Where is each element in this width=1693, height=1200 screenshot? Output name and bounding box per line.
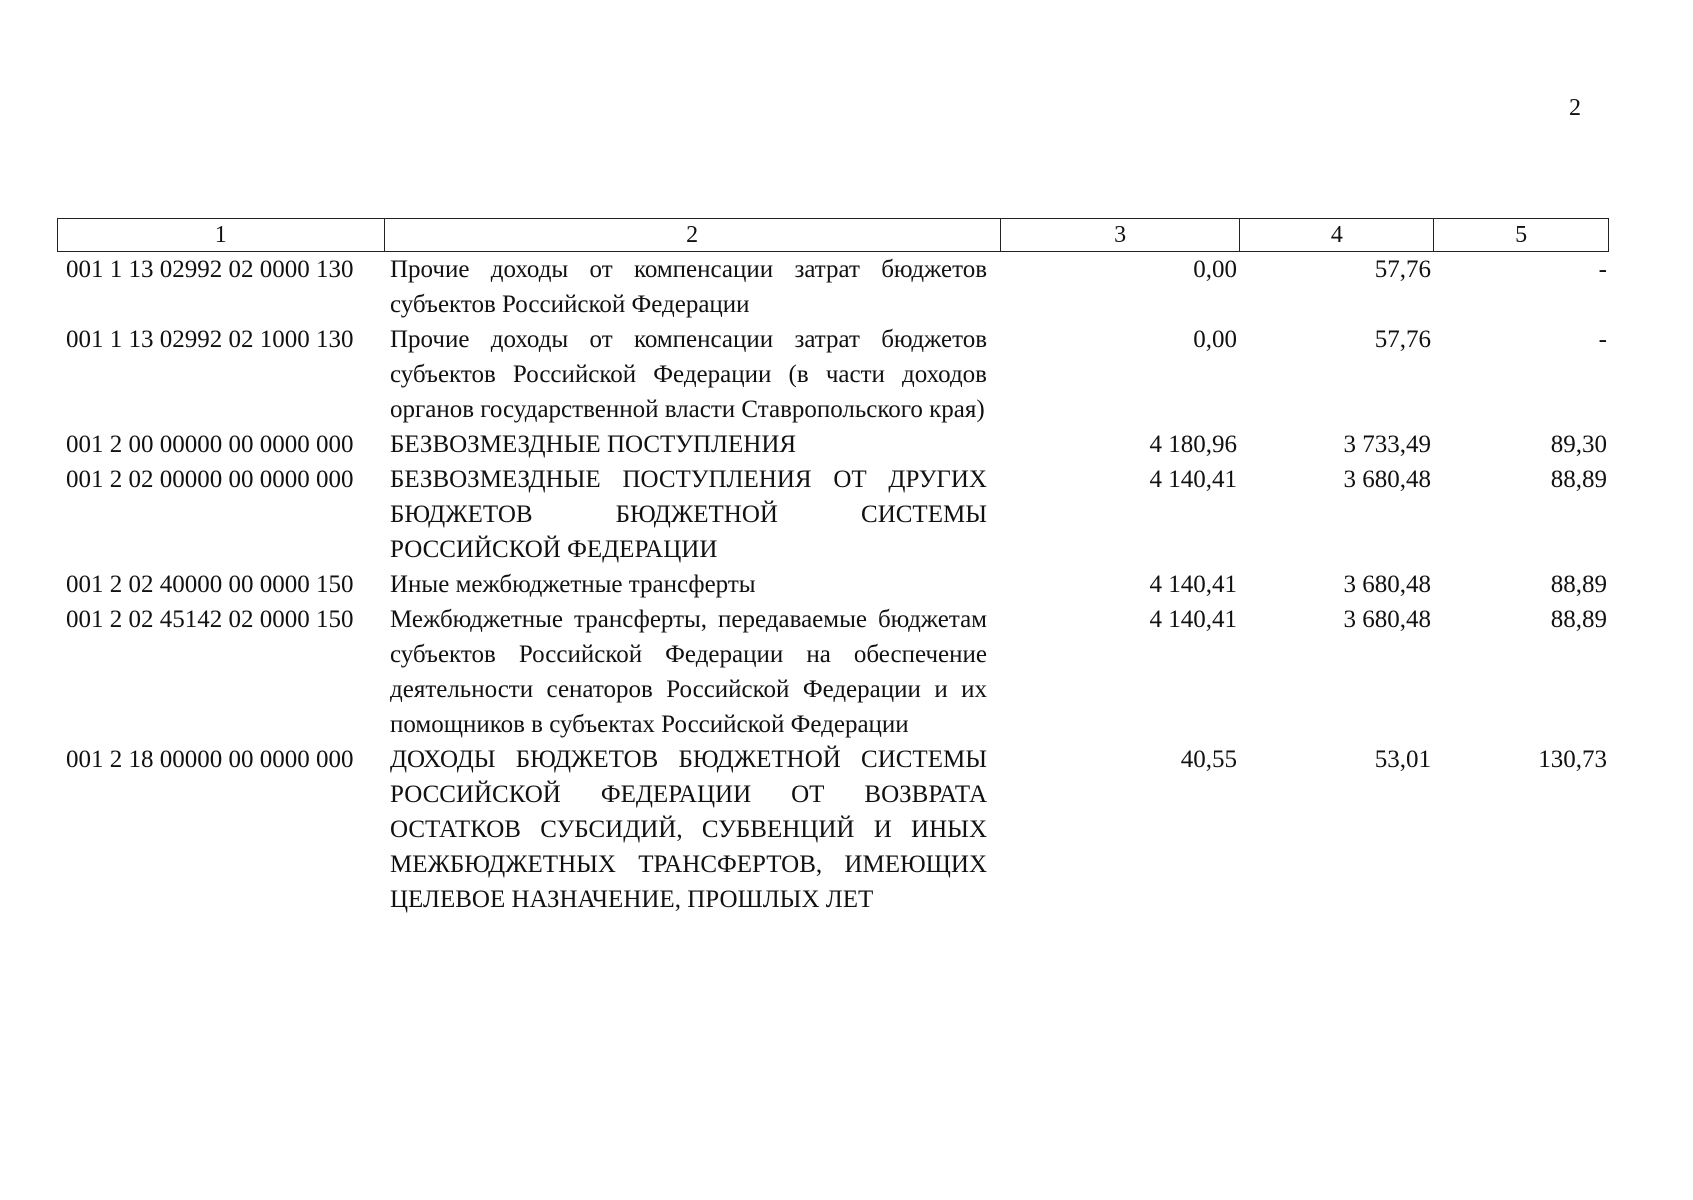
row-code: 001 2 02 40000 00 0000 150 xyxy=(66,571,354,598)
row-value-col4: 3 733,49 xyxy=(1343,431,1431,458)
row-value-col4: 53,01 xyxy=(1374,746,1431,773)
row-value-col5: 88,89 xyxy=(1550,606,1607,633)
row-value-col4: 3 680,48 xyxy=(1343,606,1431,633)
table-row xyxy=(57,252,1609,322)
row-value-col5: 88,89 xyxy=(1550,571,1607,598)
table-row xyxy=(57,742,1609,917)
header-col-3: 3 xyxy=(1001,219,1241,251)
header-col-5: 5 xyxy=(1515,222,1528,248)
row-name: БЕЗВОЗМЕЗДНЫЕ ПОСТУПЛЕНИЯ ОТ ДРУГИХ БЮДЖЕТОВ БЮДЖЕТНОЙ СИСТЕМЫ РОССИЙСКОЙ ФЕДЕРАЦИИ xyxy=(390,466,987,563)
row-name: Прочие доходы от компенсации затрат бюджетов субъектов Российской Федерации xyxy=(390,256,987,318)
header-col-2: 2 xyxy=(385,219,1001,251)
row-code: 001 1 13 02992 02 0000 130 xyxy=(66,256,354,283)
row-value-col5: - xyxy=(1598,326,1607,353)
table-row xyxy=(57,427,1609,462)
row-value-col5: - xyxy=(1598,256,1607,283)
row-value-col3: 4 180,96 xyxy=(1149,431,1237,458)
row-value-col3: 4 140,41 xyxy=(1149,571,1237,598)
header-col-4: 4 xyxy=(1240,219,1434,251)
row-value-col3: 40,55 xyxy=(1180,746,1237,773)
row-code: 001 2 00 00000 00 0000 000 xyxy=(66,431,354,458)
row-value-col4: 3 680,48 xyxy=(1343,466,1431,493)
row-code: 001 2 02 45142 02 0000 150 xyxy=(66,606,354,633)
row-name: Прочие доходы от компенсации затрат бюджетов субъектов Российской Федерации (в части доходов органов государственной власти Ставропольского края) xyxy=(390,326,987,423)
row-value-col4: 57,76 xyxy=(1374,256,1431,283)
row-value-col3: 4 140,41 xyxy=(1149,606,1237,633)
table-row xyxy=(57,322,1609,427)
row-name: Иные межбюджетные трансферты xyxy=(390,571,756,598)
table-row xyxy=(57,602,1609,742)
row-value-col4: 3 680,48 xyxy=(1343,571,1431,598)
page-number: 2 xyxy=(1569,95,1581,121)
table-row xyxy=(57,567,1609,602)
row-code: 001 2 18 00000 00 0000 000 xyxy=(66,746,354,773)
row-value-col3: 0,00 xyxy=(1193,256,1237,283)
row-name: ДОХОДЫ БЮДЖЕТОВ БЮДЖЕТНОЙ СИСТЕМЫ РОССИЙСКОЙ ФЕДЕРАЦИИ ОТ ВОЗВРАТА ОСТАТКОВ СУБСИДИЙ, СУБВЕНЦИЙ И ИНЫХ МЕЖБЮДЖЕТНЫХ ТРАНСФЕРТОВ, ИМЕЮЩИХ ЦЕЛЕВОЕ НАЗНАЧЕНИЕ, ПРОШЛЫХ ЛЕТ xyxy=(390,746,987,913)
row-code: 001 1 13 02992 02 1000 130 xyxy=(66,326,354,353)
table-row xyxy=(57,462,1609,567)
row-value-col5: 88,89 xyxy=(1550,466,1607,493)
revenue-table xyxy=(57,218,1609,917)
row-name: БЕЗВОЗМЕЗДНЫЕ ПОСТУПЛЕНИЯ xyxy=(390,431,797,458)
row-value-col5: 130,73 xyxy=(1538,746,1607,773)
row-value-col3: 4 140,41 xyxy=(1149,466,1237,493)
table-header-row xyxy=(57,218,1609,252)
row-code: 001 2 02 00000 00 0000 000 xyxy=(66,466,354,493)
row-value-col3: 0,00 xyxy=(1193,326,1237,353)
header-col-1: 1 xyxy=(58,219,385,251)
row-value-col4: 57,76 xyxy=(1374,326,1431,353)
row-name: Межбюджетные трансферты, передаваемые бюджетам субъектов Российской Федерации на обеспечение деятельности сенаторов Российской Федерации и их помощников в субъектах Российской Федерации xyxy=(390,606,987,738)
row-value-col5: 89,30 xyxy=(1550,431,1607,458)
